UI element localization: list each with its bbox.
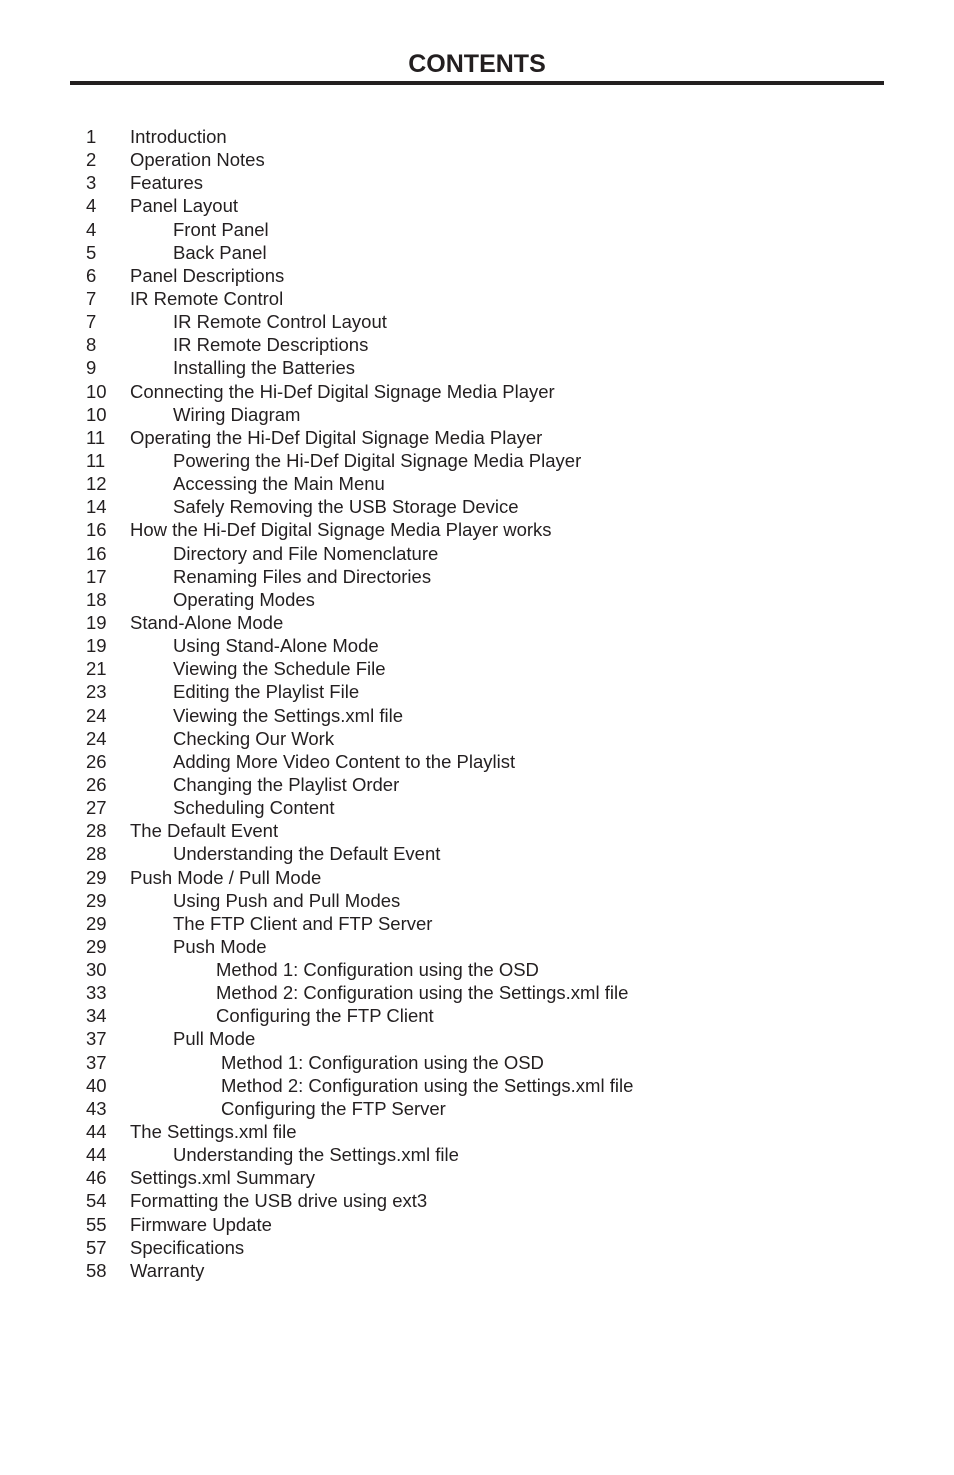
toc-entry-label: Connecting the Hi-Def Digital Signage Media Player bbox=[130, 380, 555, 402]
toc-entry bbox=[0, 796, 954, 819]
toc-entry bbox=[0, 495, 954, 518]
toc-entry bbox=[0, 1120, 954, 1143]
toc-entry-label: Configuring the FTP Client bbox=[216, 1005, 434, 1027]
toc-entry bbox=[0, 310, 954, 333]
toc-entry-label: IR Remote Descriptions bbox=[173, 334, 369, 356]
toc-entry-label: Directory and File Nomenclature bbox=[173, 542, 439, 564]
toc-entry-label: Operating the Hi-Def Digital Signage Media Player bbox=[130, 426, 543, 448]
toc-entry-label: Specifications bbox=[130, 1236, 245, 1258]
toc-entry bbox=[0, 264, 954, 287]
toc-page-number: 6 bbox=[86, 264, 97, 286]
toc-entry-label: Front Panel bbox=[173, 218, 269, 240]
toc-entry-label: Adding More Video Content to the Playlist bbox=[173, 750, 516, 772]
toc-page-number: 29 bbox=[86, 889, 107, 911]
toc-entry-label: Wiring Diagram bbox=[173, 403, 301, 425]
toc-entry bbox=[0, 241, 954, 264]
toc-entry-label: Checking Our Work bbox=[173, 727, 335, 749]
toc-entry-label: Features bbox=[130, 172, 204, 194]
toc-entry bbox=[0, 657, 954, 680]
toc-page-number: 57 bbox=[86, 1236, 107, 1258]
toc-entry bbox=[0, 588, 954, 611]
toc-page-number: 2 bbox=[86, 149, 97, 171]
toc-entry bbox=[0, 634, 954, 657]
toc-entry bbox=[0, 866, 954, 889]
toc-page-number: 7 bbox=[86, 311, 97, 333]
toc-page-number: 30 bbox=[86, 959, 107, 981]
toc-entry bbox=[0, 287, 954, 310]
toc-entry bbox=[0, 125, 954, 148]
toc-page-number: 28 bbox=[86, 843, 107, 865]
toc-entry bbox=[0, 912, 954, 935]
toc-page-number: 26 bbox=[86, 750, 107, 772]
toc-entry-label: Using Stand-Alone Mode bbox=[173, 635, 379, 657]
toc-entry bbox=[0, 518, 954, 541]
toc-page-number: 4 bbox=[86, 218, 97, 240]
toc-entry-label: Method 1: Configuration using the OSD bbox=[216, 959, 539, 981]
toc-page-number: 58 bbox=[86, 1259, 107, 1281]
toc-entry bbox=[0, 889, 954, 912]
toc-page-number: 29 bbox=[86, 935, 107, 957]
toc-entry-label: Configuring the FTP Server bbox=[221, 1097, 446, 1119]
toc-entry bbox=[0, 426, 954, 449]
toc-entry-label: Settings.xml Summary bbox=[130, 1167, 316, 1189]
toc-page-number: 24 bbox=[86, 727, 107, 749]
toc-entry bbox=[0, 680, 954, 703]
toc-entry bbox=[0, 333, 954, 356]
toc-entry-label: How the Hi-Def Digital Signage Media Player works bbox=[130, 519, 552, 541]
toc-entry bbox=[0, 1074, 954, 1097]
toc-entry bbox=[0, 842, 954, 865]
toc-entry bbox=[0, 218, 954, 241]
toc-page-number: 23 bbox=[86, 681, 107, 703]
toc-page-number: 21 bbox=[86, 658, 107, 680]
toc-entry-label: The Default Event bbox=[130, 820, 279, 842]
toc-entry bbox=[0, 1236, 954, 1259]
toc-page-number: 16 bbox=[86, 519, 107, 541]
toc-entry-label: The FTP Client and FTP Server bbox=[173, 912, 433, 934]
toc-entry-label: Push Mode / Pull Mode bbox=[130, 866, 322, 888]
toc-page-number: 11 bbox=[86, 449, 106, 471]
toc-entry-label: Safely Removing the USB Storage Device bbox=[173, 496, 519, 518]
toc-entry-label: Method 2: Configuration using the Settings.xml file bbox=[216, 982, 629, 1004]
toc-page-number: 43 bbox=[86, 1097, 107, 1119]
toc-page-number: 17 bbox=[86, 565, 107, 587]
toc-page-number: 46 bbox=[86, 1167, 107, 1189]
toc-page-number: 37 bbox=[86, 1028, 107, 1050]
toc-page-number: 18 bbox=[86, 588, 107, 610]
toc-entry bbox=[0, 403, 954, 426]
toc-page-number: 16 bbox=[86, 542, 107, 564]
toc-page-number: 28 bbox=[86, 820, 107, 842]
toc-page-number: 7 bbox=[86, 287, 97, 309]
toc-page-number: 26 bbox=[86, 773, 107, 795]
toc-entry-label: Installing the Batteries bbox=[173, 357, 356, 379]
toc-page-number: 10 bbox=[86, 403, 107, 425]
toc-page-number: 24 bbox=[86, 704, 107, 726]
toc-page-number: 40 bbox=[86, 1074, 107, 1096]
toc-entry bbox=[0, 704, 954, 727]
toc-entry-label: IR Remote Control bbox=[130, 287, 284, 309]
toc-entry-label: Back Panel bbox=[173, 241, 267, 263]
toc-entry bbox=[0, 356, 954, 379]
toc-entry-label: Panel Layout bbox=[130, 195, 239, 217]
toc-entry bbox=[0, 611, 954, 634]
toc-entry bbox=[0, 1189, 954, 1212]
toc-entry-label: Changing the Playlist Order bbox=[173, 773, 400, 795]
toc-page-number: 44 bbox=[86, 1144, 107, 1166]
toc-entry bbox=[0, 981, 954, 1004]
toc-entry bbox=[0, 565, 954, 588]
toc-entry-label: IR Remote Control Layout bbox=[173, 311, 387, 333]
toc-entry-label: Warranty bbox=[130, 1259, 205, 1281]
toc-entry bbox=[0, 194, 954, 217]
toc-page-number: 55 bbox=[86, 1213, 107, 1235]
toc-entry bbox=[0, 727, 954, 750]
toc-entry-label: Method 1: Configuration using the OSD bbox=[221, 1051, 544, 1073]
toc-entry bbox=[0, 542, 954, 565]
toc-entry bbox=[0, 1259, 954, 1282]
toc-entry bbox=[0, 958, 954, 981]
toc-entry bbox=[0, 1027, 954, 1050]
toc-page-number: 1 bbox=[86, 126, 97, 147]
toc-entry bbox=[0, 449, 954, 472]
toc-page-number: 19 bbox=[86, 611, 107, 633]
toc-entry-label: Formatting the USB drive using ext3 bbox=[130, 1190, 428, 1212]
toc-entry bbox=[0, 1213, 954, 1236]
toc-page-number: 27 bbox=[86, 797, 107, 819]
toc-entry-label: Editing the Playlist File bbox=[173, 681, 360, 703]
toc-entry-label: Operating Modes bbox=[173, 588, 315, 610]
toc-page-number: 37 bbox=[86, 1051, 107, 1073]
toc-entry bbox=[0, 148, 954, 171]
toc-entry-label: The Settings.xml file bbox=[130, 1121, 297, 1143]
toc-entry bbox=[0, 935, 954, 958]
toc-entry-label: Understanding the Default Event bbox=[173, 843, 441, 865]
toc-page-number: 8 bbox=[86, 334, 97, 356]
toc-page-number: 29 bbox=[86, 866, 107, 888]
toc-entry-label: Firmware Update bbox=[130, 1213, 272, 1235]
toc-entry bbox=[0, 380, 954, 403]
toc-page-number: 3 bbox=[86, 172, 97, 194]
toc-entry bbox=[0, 171, 954, 194]
toc-page-number: 5 bbox=[86, 241, 97, 263]
title-underline bbox=[70, 81, 884, 85]
toc-entry bbox=[0, 819, 954, 842]
toc-entry-label: Viewing the Schedule File bbox=[173, 658, 386, 680]
toc-entry-label: Push Mode bbox=[173, 935, 267, 957]
toc-entry-label: Powering the Hi-Def Digital Signage Media Player bbox=[173, 449, 582, 471]
toc-entry-label: Scheduling Content bbox=[173, 797, 335, 819]
toc-page-number: 34 bbox=[86, 1005, 107, 1027]
toc-entry-label: Stand-Alone Mode bbox=[130, 611, 284, 633]
toc-entry-label: Accessing the Main Menu bbox=[173, 473, 385, 495]
toc-entry-label: Pull Mode bbox=[173, 1028, 256, 1050]
toc-entry-label: Introduction bbox=[130, 126, 227, 147]
toc-page-number: 11 bbox=[86, 426, 106, 448]
toc-page-number: 29 bbox=[86, 912, 107, 934]
toc-page-number: 14 bbox=[86, 496, 107, 518]
toc-page-number: 33 bbox=[86, 982, 107, 1004]
toc-entry bbox=[0, 1097, 954, 1120]
toc-entry-label: Using Push and Pull Modes bbox=[173, 889, 401, 911]
toc-page-number: 54 bbox=[86, 1190, 107, 1212]
toc-entry bbox=[0, 1004, 954, 1027]
toc-page-number: 12 bbox=[86, 473, 107, 495]
toc-page-number: 19 bbox=[86, 635, 107, 657]
toc-entry bbox=[0, 750, 954, 773]
toc-entry bbox=[0, 1166, 954, 1189]
toc-page-number: 4 bbox=[86, 195, 97, 217]
page-title: CONTENTS bbox=[408, 50, 546, 78]
toc-entry bbox=[0, 1143, 954, 1166]
toc-page-number: 10 bbox=[86, 380, 107, 402]
toc-page-number: 9 bbox=[86, 357, 97, 379]
toc-entry-label: Method 2: Configuration using the Settings.xml file bbox=[221, 1074, 634, 1096]
toc-entry-label: Panel Descriptions bbox=[130, 264, 285, 286]
toc-entry-label: Understanding the Settings.xml file bbox=[173, 1144, 459, 1166]
toc-entry bbox=[0, 1051, 954, 1074]
toc-entry bbox=[0, 773, 954, 796]
toc-entry-label: Operation Notes bbox=[130, 149, 265, 171]
table-of-contents bbox=[0, 125, 954, 1282]
toc-entry-label: Viewing the Settings.xml file bbox=[173, 704, 403, 726]
toc-page-number: 44 bbox=[86, 1121, 107, 1143]
toc-entry-label: Renaming Files and Directories bbox=[173, 565, 432, 587]
toc-entry bbox=[0, 472, 954, 495]
